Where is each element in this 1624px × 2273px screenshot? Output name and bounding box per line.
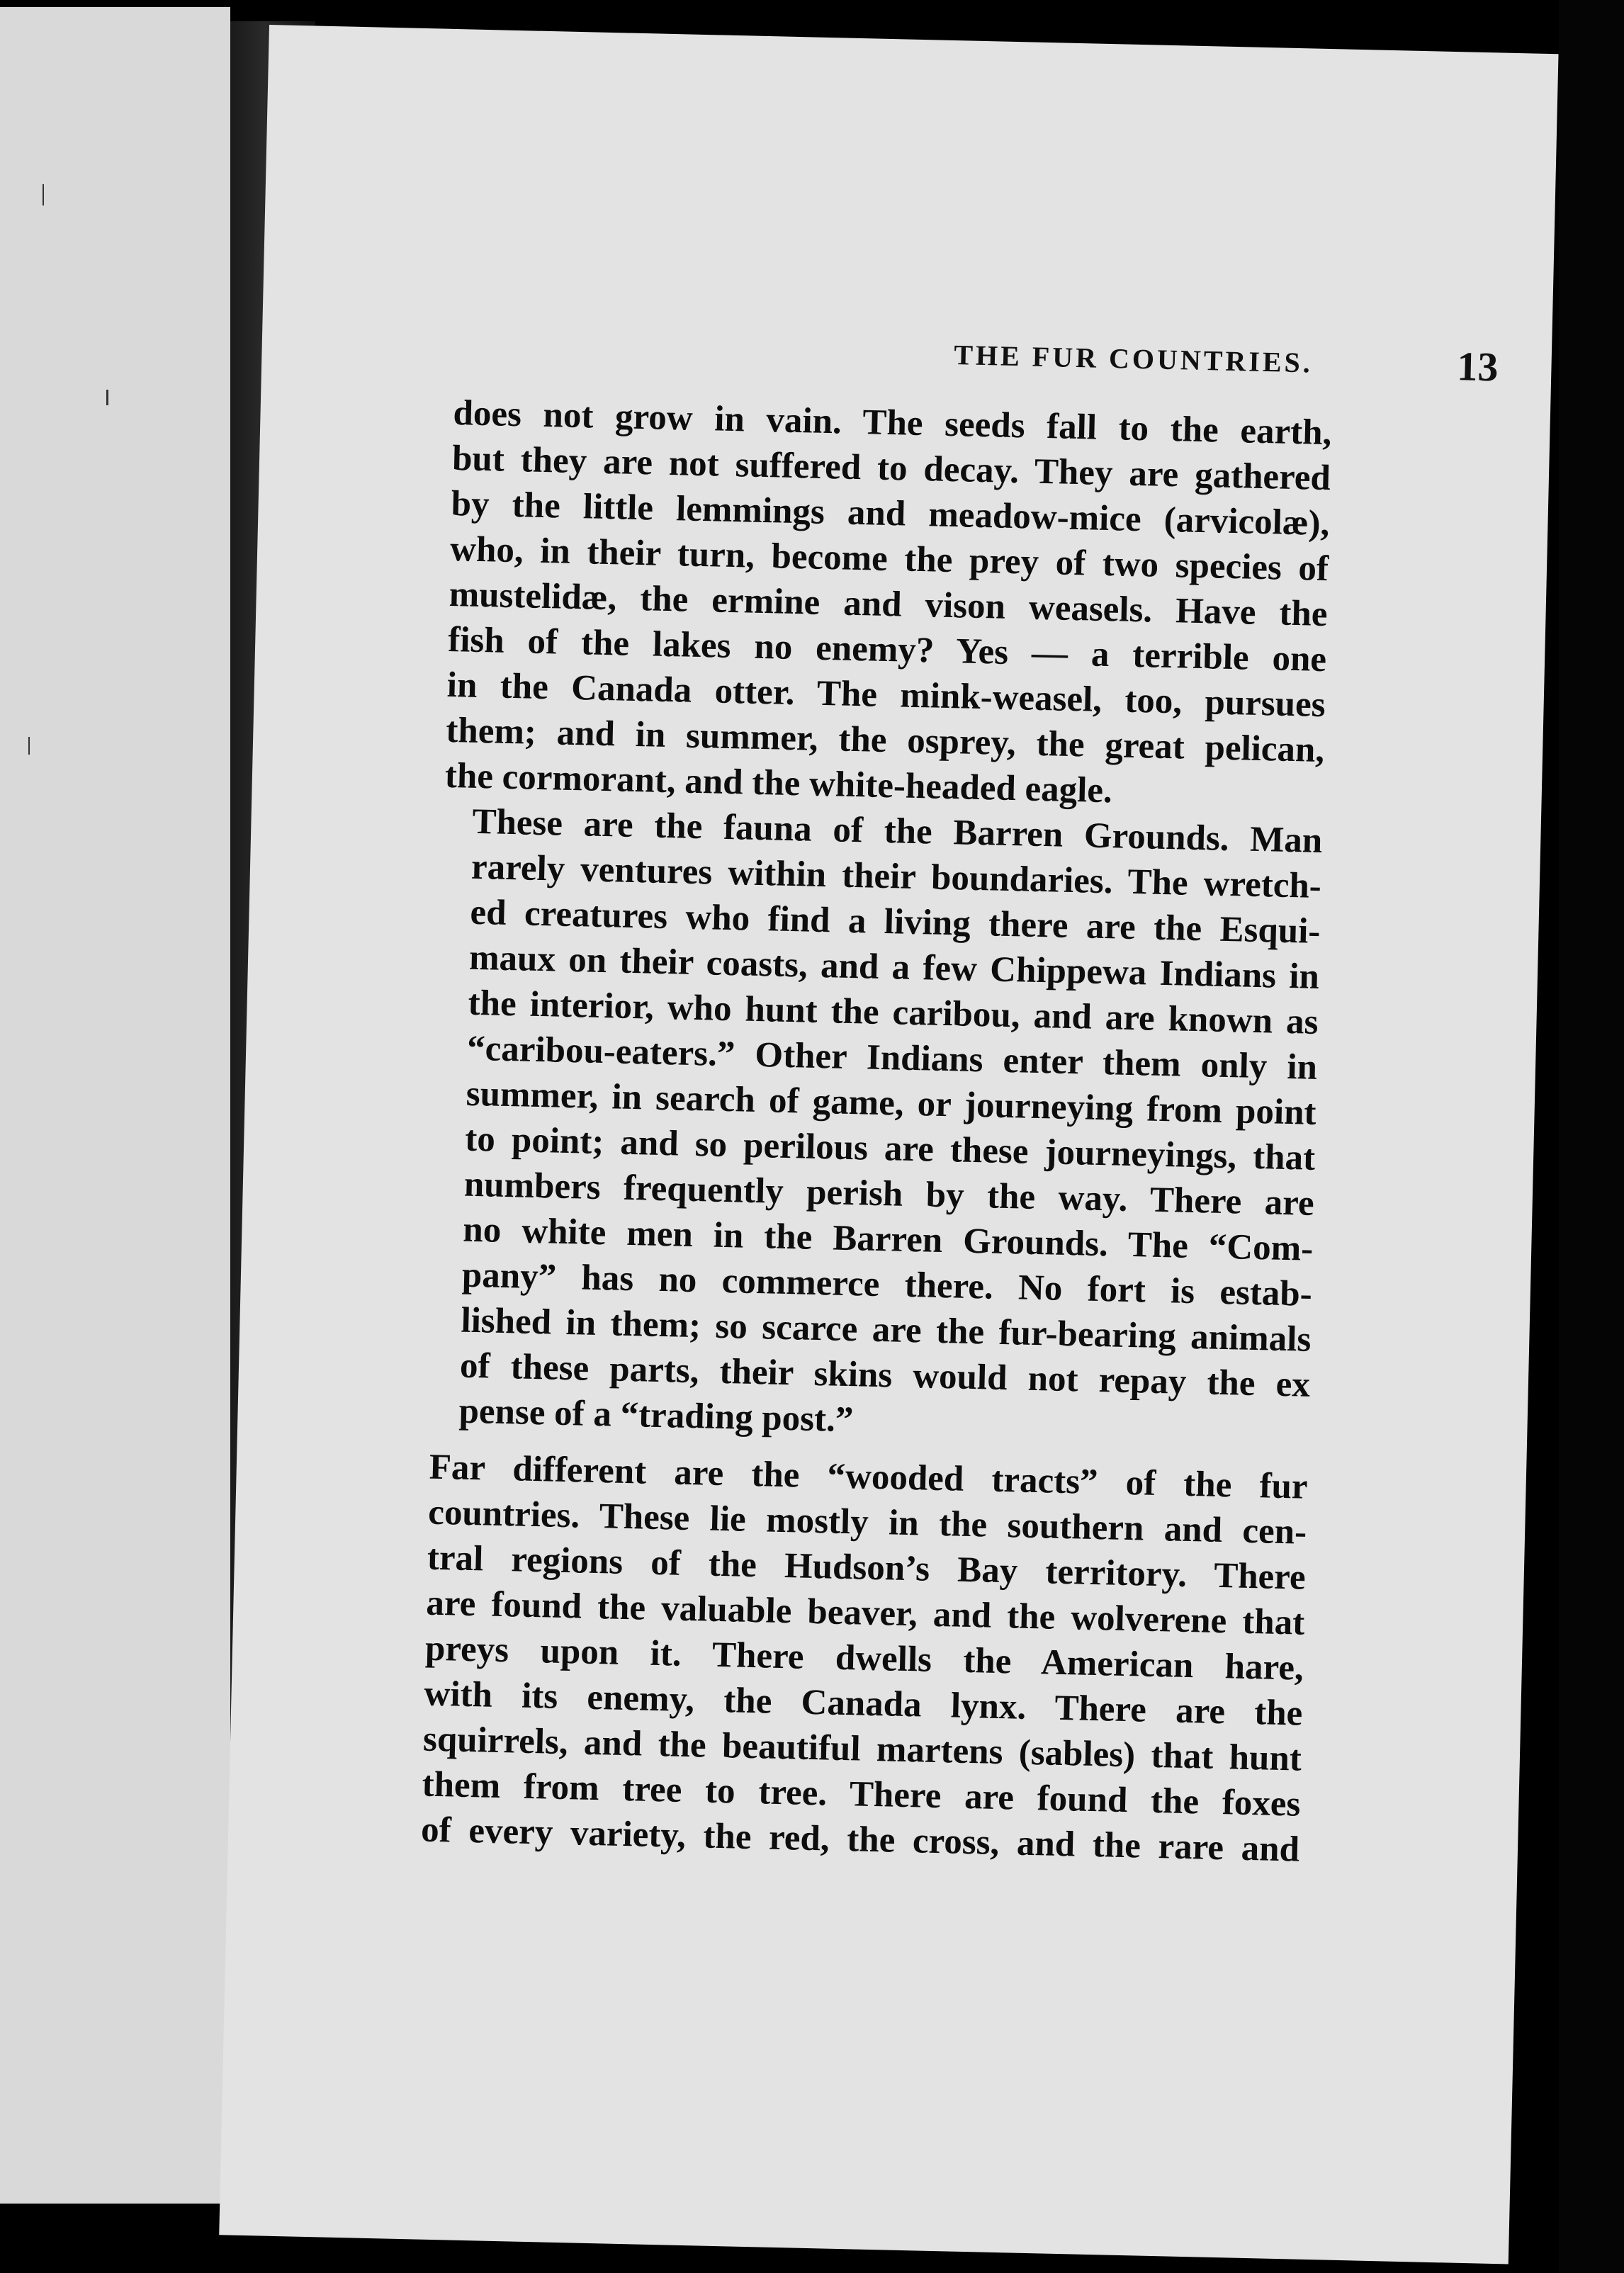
text-line: ed creatures who find a living there are the Esqui- [470,892,1321,952]
text-line: does not grow in vain. The seeds fall to the earth, [452,393,1332,453]
text-line: maux on their coasts, and a few Chippewa Indians in [468,937,1320,997]
text-line: tral regions of the Hudson’s Bay territory. There [427,1538,1307,1598]
ink-speck [43,184,44,205]
text-line: rarely ventures within their boundaries. The wretch- [470,847,1322,906]
text-line: Far different are the “wooded tracts” of the fur [429,1447,1309,1507]
text-line: them; and in summer, the osprey, the great pelican, [445,710,1325,771]
paragraph [430,799,1323,1453]
paragraph [444,390,1332,818]
paragraph [421,1445,1309,1873]
text-line: no white men in the Barren Grounds. The “Com- [462,1209,1314,1269]
text-line: mustelidæ, the ermine and vison weasels. Have the [449,574,1329,635]
text-line: in the Canada otter. The mink-weasel, too, pursues [446,665,1326,726]
book-page [219,25,1558,2264]
text-line: the cormorant, and the white-headed eagle. [444,755,1113,811]
text-line: the interior, who hunt the caribou, and are known as [468,983,1319,1042]
text-line: with its enemy, the Canada lynx. There are the [423,1674,1303,1734]
text-line: by the little lemmings and meadow-mice (arvicolæ), [451,484,1331,544]
text-line: to point; and so perilous are these journeyings, that [464,1119,1316,1178]
text-line: numbers frequently perish by the way. There are [463,1164,1315,1224]
text-line: fish of the lakes no enemy? Yes — a terrible one [447,619,1327,680]
text-line: them from tree to tree. There are found the foxes [422,1764,1302,1824]
text-line: squirrels, and the beautiful martens (sables) that hunt [422,1719,1302,1779]
text-line: pany” has no commerce there. No fort is estab- [461,1255,1313,1314]
facing-page [0,7,230,2204]
text-line: “caribou-eaters.” Other Indians enter them only in [466,1028,1318,1088]
text-line: lished in them; so scarce are the fur-bearing animals [460,1300,1312,1360]
text-line: preys upon it. There dwells the American hare, [424,1628,1304,1688]
text-line: pense of a “trading post.” [458,1391,854,1440]
scan-background [1559,0,1624,2273]
text-line: countries. These lie mostly in the southern and cen- [427,1492,1307,1552]
text-line: summer, in search of game, or journeying from point [466,1073,1317,1133]
text-line: of every variety, the red, the cross, and the rare and [420,1810,1300,1870]
page-number: 13 [1456,343,1499,390]
running-head: THE FUR COUNTRIES. [953,339,1314,379]
text-line: who, in their turn, become the prey of two species of [449,529,1329,590]
ink-speck [28,737,30,755]
text-line: are found the valuable beaver, and the wolverene that [425,1583,1305,1643]
text-line: of these parts, their skins would not repay the ex [459,1346,1311,1405]
ink-speck [106,390,108,405]
text-line: These are the fauna of the Barren Grounds. Man [471,801,1323,862]
text-line: but they are not suffered to decay. They are gathered [451,439,1331,499]
body-text [421,390,1333,1873]
